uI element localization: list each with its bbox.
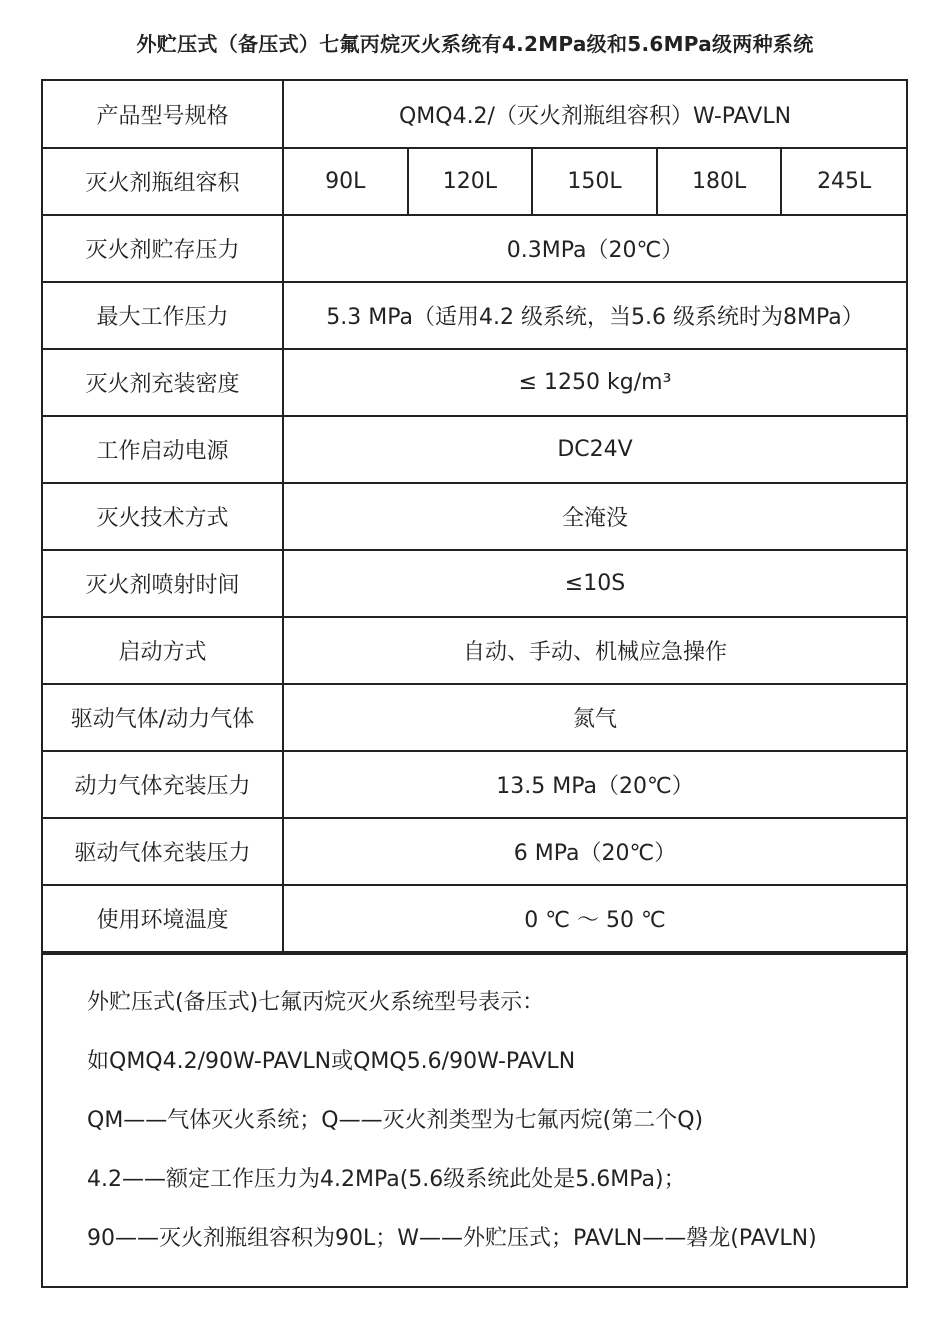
- label-spray-time: 灭火剂喷射时间: [43, 550, 283, 617]
- value-spray-time: ≤10S: [283, 550, 906, 617]
- row-env-temp: [43, 885, 906, 952]
- label-fill-density: 灭火剂充装密度: [43, 349, 283, 416]
- row-drive-gas: [43, 684, 906, 751]
- value-volume-2: 120L: [408, 148, 533, 215]
- label-power-gas-pressure: 动力气体充装压力: [43, 751, 283, 818]
- spec-grid: [43, 81, 906, 953]
- label-env-temp: 使用环境温度: [43, 885, 283, 952]
- spec-table: [41, 79, 908, 1288]
- value-model: QMQ4.2/（灭火剂瓶组容积）W-PAVLN: [283, 81, 906, 148]
- row-model: [43, 81, 906, 148]
- value-drive-gas: 氮气: [283, 684, 906, 751]
- row-start-mode: [43, 617, 906, 684]
- row-power-gas-pressure: [43, 751, 906, 818]
- value-max-pressure: 5.3 MPa（适用4.2 级系统，当5.6 级系统时为8MPa）: [283, 282, 906, 349]
- value-volume-3: 150L: [532, 148, 657, 215]
- row-power: [43, 416, 906, 483]
- value-env-temp: 0 ℃ ～ 50 ℃: [283, 885, 906, 952]
- row-max-pressure: [43, 282, 906, 349]
- value-power-gas-pressure: 13.5 MPa（20℃）: [283, 751, 906, 818]
- note-line: 如QMQ4.2/90W-PAVLN或QMQ5.6/90W-PAVLN: [87, 1049, 576, 1074]
- value-technique: 全淹没: [283, 483, 906, 550]
- model-notes: [43, 953, 906, 1286]
- value-storage-pressure: 0.3MPa（20℃）: [283, 215, 906, 282]
- label-model: 产品型号规格: [43, 81, 283, 148]
- label-max-pressure: 最大工作压力: [43, 282, 283, 349]
- value-start-mode: 自动、手动、机械应急操作: [283, 617, 906, 684]
- page-title: 外贮压式（备压式）七氟丙烷灭火系统有4.2MPa级和5.6MPa级两种系统: [136, 32, 814, 56]
- label-power: 工作启动电源: [43, 416, 283, 483]
- label-technique: 灭火技术方式: [43, 483, 283, 550]
- row-fill-density: [43, 349, 906, 416]
- row-drive-gas-pressure: [43, 818, 906, 885]
- value-fill-density: ≤ 1250 kg/m³: [283, 349, 906, 416]
- label-drive-gas: 驱动气体/动力气体: [43, 684, 283, 751]
- value-volume-1: 90L: [283, 148, 408, 215]
- value-volume-5: 245L: [781, 148, 906, 215]
- value-drive-gas-pressure: 6 MPa（20℃）: [283, 818, 906, 885]
- label-storage-pressure: 灭火剂贮存压力: [43, 215, 283, 282]
- label-start-mode: 启动方式: [43, 617, 283, 684]
- value-volume-4: 180L: [657, 148, 782, 215]
- row-technique: [43, 483, 906, 550]
- label-volume: 灭火剂瓶组容积: [43, 148, 283, 215]
- row-spray-time: [43, 550, 906, 617]
- row-volume: [43, 148, 906, 215]
- row-storage-pressure: [43, 215, 906, 282]
- value-power: DC24V: [283, 416, 906, 483]
- note-line: 4.2——额定工作压力为4.2MPa(5.6级系统此处是5.6MPa)；: [87, 1167, 686, 1192]
- note-line: QM——气体灭火系统；Q——灭火剂类型为七氟丙烷(第二个Q): [87, 1108, 704, 1133]
- note-line: 90——灭火剂瓶组容积为90L；W——外贮压式；PAVLN——磐龙(PAVLN): [87, 1226, 817, 1251]
- note-line: 外贮压式(备压式)七氟丙烷灭火系统型号表示：: [87, 990, 545, 1015]
- label-drive-gas-pressure: 驱动气体充装压力: [43, 818, 283, 885]
